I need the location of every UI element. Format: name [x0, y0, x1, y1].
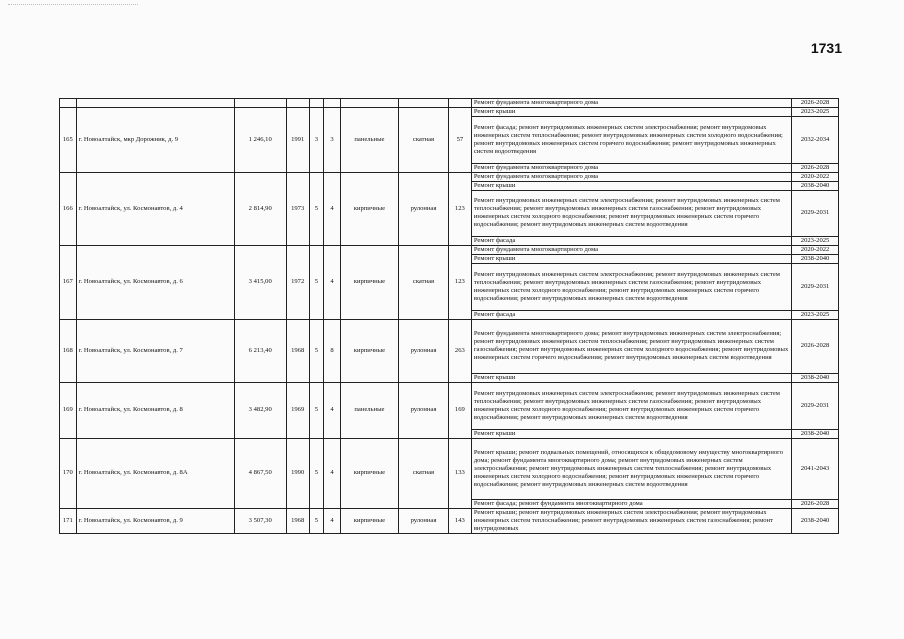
table-row	[60, 172, 839, 181]
entrance-count: 4	[324, 509, 341, 534]
work-description: Ремонт крыши	[471, 429, 791, 438]
house-address	[76, 99, 234, 108]
wall-material: панельные	[340, 108, 398, 173]
build-year: 1972	[286, 246, 309, 320]
entrance-count: 8	[324, 319, 341, 382]
work-description: Ремонт фундамента многоквартирного дома	[471, 172, 791, 181]
table-row	[60, 108, 839, 117]
floor-count: 5	[309, 246, 324, 320]
house-number: 166	[60, 172, 77, 246]
table-row	[60, 438, 839, 500]
work-period: 2023-2025	[792, 108, 839, 117]
table-row	[60, 509, 839, 534]
house-number: 165	[60, 108, 77, 173]
floor-count	[309, 99, 324, 108]
table-row	[60, 246, 839, 255]
work-description: Ремонт внутридомовых инженерных систем электроснабжения; ремонт внутридомовых инженерных систем теплоснабжения; ремонт внутридомовых инженерных систем газоснабжения; ремонт внутридомовых инженерных систем холодного водоснабжения; ремонт внутридомовых инженерных систем горячего водоснабжения; ремонт внутридомовых инженерных систем водоотведения	[471, 190, 791, 237]
house-number: 168	[60, 319, 77, 382]
work-description: Ремонт фундамента многоквартирного дома; ремонт внутридомовых инженерных систем электроснабжения; ремонт внутридомовых инженерных систем теплоснабжения; ремонт внутридомовых инженерных систем газоснабжения; ремонт внутридомовых инженерных систем холодного водоснабжения; ремонт внутридомовых инженерных систем горячего водоснабжения; ремонт внутридомовых инженерных систем водоотведения	[471, 319, 791, 373]
house-number: 171	[60, 509, 77, 534]
work-period: 2026-2028	[792, 319, 839, 373]
work-description: Ремонт внутридомовых инженерных систем электроснабжения; ремонт внутридомовых инженерных систем теплоснабжения; ремонт внутридомовых инженерных систем газоснабжения; ремонт внутридомовых инженерных систем холодного водоснабжения; ремонт внутридомовых инженерных систем горячего водоснабжения; ремонт внутридомовых инженерных систем водоотведения	[471, 264, 791, 311]
floor-count: 5	[309, 319, 324, 382]
resident-count: 263	[448, 319, 471, 382]
work-period: 2038-2040	[792, 373, 839, 382]
work-period: 2026-2028	[792, 163, 839, 172]
work-period: 2020-2022	[792, 172, 839, 181]
roof-type: скатная	[399, 108, 449, 173]
house-area: 6 213,40	[234, 319, 286, 382]
work-period: 2023-2025	[792, 237, 839, 246]
work-description: Ремонт крыши	[471, 181, 791, 190]
work-period: 2020-2022	[792, 246, 839, 255]
floor-count: 5	[309, 509, 324, 534]
work-period: 2032-2034	[792, 117, 839, 164]
floor-count: 5	[309, 382, 324, 438]
work-period: 2026-2028	[792, 500, 839, 509]
work-description: Ремонт крыши	[471, 108, 791, 117]
build-year	[286, 99, 309, 108]
work-period: 2026-2028	[792, 99, 839, 108]
roof-type: рулонная	[399, 319, 449, 382]
house-area: 4 867,50	[234, 438, 286, 509]
work-description: Ремонт крыши; ремонт внутридомовых инженерных систем электроснабжения; ремонт внутридомовых инженерных систем теплоснабжения; ремонт внутридомовых инженерных систем газоснабжения; ремонт внутридомовых	[471, 509, 791, 534]
house-address: г. Новоалтайск, ул. Космонавтов, д. 8А	[76, 438, 234, 509]
build-year: 1990	[286, 438, 309, 509]
roof-type: рулонная	[399, 382, 449, 438]
resident-count: 123	[448, 172, 471, 246]
build-year: 1968	[286, 509, 309, 534]
entrance-count: 4	[324, 438, 341, 509]
wall-material: кирпичные	[340, 319, 398, 382]
floor-count: 3	[309, 108, 324, 173]
house-number: 170	[60, 438, 77, 509]
house-address: г. Новоалтайск, мкр Дорожник, д. 9	[76, 108, 234, 173]
resident-count: 123	[448, 246, 471, 320]
work-period: 2038-2040	[792, 255, 839, 264]
wall-material: кирпичные	[340, 438, 398, 509]
house-area: 3 507,30	[234, 509, 286, 534]
work-description: Ремонт крыши	[471, 373, 791, 382]
work-description: Ремонт крыши	[471, 255, 791, 264]
work-period: 2029-2031	[792, 190, 839, 237]
wall-material: кирпичные	[340, 172, 398, 246]
roof-type: скатная	[399, 246, 449, 320]
work-description: Ремонт фундамента многоквартирного дома	[471, 99, 791, 108]
work-period: 2029-2031	[792, 382, 839, 429]
build-year: 1969	[286, 382, 309, 438]
house-address: г. Новоалтайск, ул. Космонавтов, д. 8	[76, 382, 234, 438]
build-year: 1968	[286, 319, 309, 382]
page-number: 1731	[810, 40, 842, 56]
house-number: 169	[60, 382, 77, 438]
work-period: 2023-2025	[792, 310, 839, 319]
house-area: 1 246,10	[234, 108, 286, 173]
work-period: 2038-2040	[792, 429, 839, 438]
work-description: Ремонт фундамента многоквартирного дома	[471, 246, 791, 255]
house-area	[234, 99, 286, 108]
table-row	[60, 382, 839, 429]
build-year: 1973	[286, 172, 309, 246]
work-description: Ремонт фундамента многоквартирного дома	[471, 163, 791, 172]
work-description: Ремонт фасада; ремонт фундамента многоквартирного дома	[471, 500, 791, 509]
resident-count: 143	[448, 509, 471, 534]
house-number: 167	[60, 246, 77, 320]
work-description: Ремонт фасада	[471, 310, 791, 319]
build-year: 1991	[286, 108, 309, 173]
floor-count: 5	[309, 172, 324, 246]
resident-count	[448, 99, 471, 108]
house-address: г. Новоалтайск, ул. Космонавтов, д. 6	[76, 246, 234, 320]
house-number	[60, 99, 77, 108]
house-area: 3 415,00	[234, 246, 286, 320]
work-period: 2038-2040	[792, 509, 839, 534]
house-address: г. Новоалтайск, ул. Космонавтов, д. 7	[76, 319, 234, 382]
entrance-count: 4	[324, 172, 341, 246]
wall-material	[340, 99, 398, 108]
house-address: г. Новоалтайск, ул. Космонавтов, д. 9	[76, 509, 234, 534]
table-row	[60, 99, 839, 108]
work-period: 2041-2043	[792, 438, 839, 500]
entrance-count: 4	[324, 382, 341, 438]
work-description: Ремонт крыши; ремонт подвальных помещений, относящихся к общедомовому имуществу многоквартирного дома; ремонт фундамента многоквартирного дома; ремонт внутридомовых инженерных систем электроснабжения; ремонт внутридомовых инженерных систем теплоснабжения; ремонт внутридомовых инженерных систем холодного водоснабжения; ремонт внутридомовых инженерных систем горячего водоснабжения; ремонт внутридомовых инженерных систем водоотведения	[471, 438, 791, 500]
scan-artifact	[8, 4, 138, 7]
housing-registry-table	[59, 98, 839, 534]
entrance-count	[324, 99, 341, 108]
floor-count: 5	[309, 438, 324, 509]
work-description: Ремонт фасада	[471, 237, 791, 246]
entrance-count: 4	[324, 246, 341, 320]
resident-count: 57	[448, 108, 471, 173]
wall-material: панельные	[340, 382, 398, 438]
wall-material: кирпичные	[340, 509, 398, 534]
table-body	[60, 99, 839, 534]
roof-type	[399, 99, 449, 108]
house-area: 2 814,90	[234, 172, 286, 246]
resident-count: 133	[448, 438, 471, 509]
roof-type: рулонная	[399, 509, 449, 534]
work-period: 2038-2040	[792, 181, 839, 190]
work-description: Ремонт внутридомовых инженерных систем электроснабжения; ремонт внутридомовых инженерных систем теплоснабжения; ремонт внутридомовых инженерных систем газоснабжения; ремонт внутридомовых инженерных систем холодного водоснабжения; ремонт внутридомовых инженерных систем горячего водоснабжения; ремонт внутридомовых инженерных систем водоотведения	[471, 382, 791, 429]
wall-material: кирпичные	[340, 246, 398, 320]
table-row	[60, 319, 839, 373]
roof-type: скатная	[399, 438, 449, 509]
house-address: г. Новоалтайск, ул. Космонавтов, д. 4	[76, 172, 234, 246]
resident-count: 169	[448, 382, 471, 438]
house-area: 3 482,90	[234, 382, 286, 438]
work-description: Ремонт фасада; ремонт внутридомовых инженерных систем электроснабжения; ремонт внутридомовых инженерных систем теплоснабжения; ремонт внутридомовых инженерных систем холодного водоснабжения; ремонт внутридомовых инженерных систем горячего водоснабжения; ремонт внутридомовых инженерных систем водоотведения	[471, 117, 791, 164]
roof-type: рулонная	[399, 172, 449, 246]
entrance-count: 3	[324, 108, 341, 173]
work-period: 2029-2031	[792, 264, 839, 311]
